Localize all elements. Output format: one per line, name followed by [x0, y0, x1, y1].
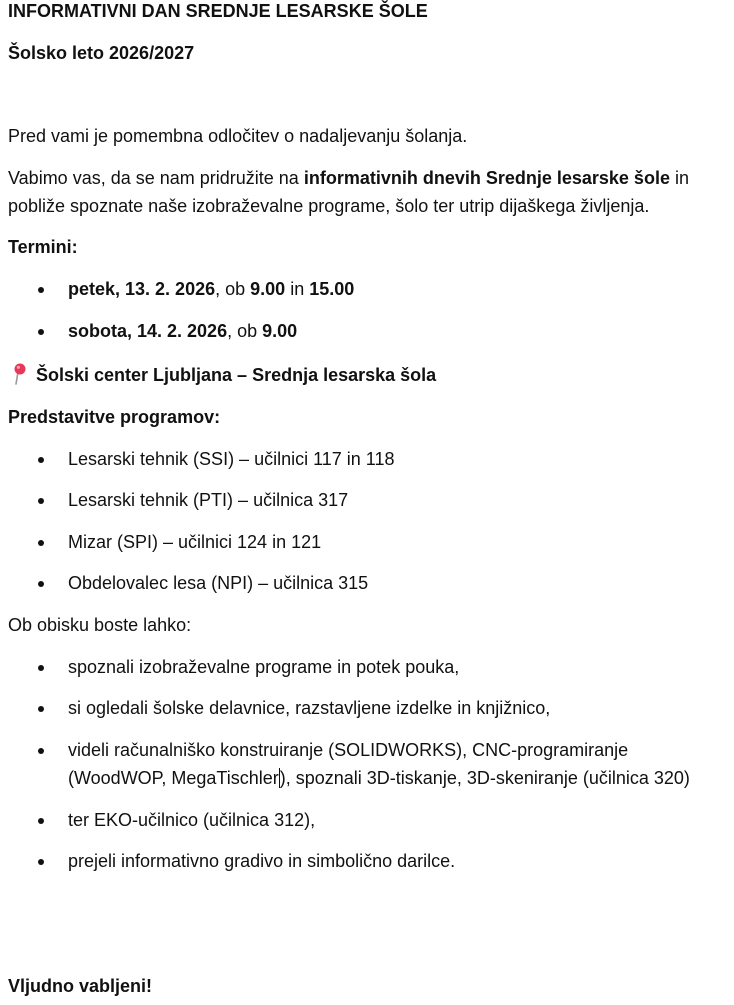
term-separator: , ob [227, 321, 263, 341]
intro-paragraph: Pred vami je pomembna odločitev o nadaljevanju šolanja. [8, 126, 468, 146]
invite-text-end: in pobliže spoznate naše izobraževalne programe, šolo ter utrip dijaškega življenja. [8, 168, 689, 216]
location-text: Šolski center Ljubljana – Srednja lesarska šola [36, 365, 437, 385]
term-day: sobota, 14. 2. 2026 [68, 321, 228, 341]
list-item [68, 275, 730, 303]
list-item: Lesarski tehnik (PTI) – učilnica 317 [68, 486, 730, 514]
list-item [68, 736, 730, 792]
term-conjunction: in [285, 279, 310, 299]
programs-heading: Predstavitve programov: [8, 407, 221, 427]
list-item: si ogledali šolske delavnice, razstavljene izdelke in knjižnico, [68, 694, 730, 722]
list-item: spoznali izobraževalne programe in potek pouka, [68, 653, 730, 681]
visit-heading: Ob obisku boste lahko: [8, 615, 192, 635]
list-item: Lesarski tehnik (SSI) – učilnici 117 in 118 [68, 445, 730, 473]
list-item: Obdelovalec lesa (NPI) – učilnica 315 [68, 569, 730, 597]
list-item: prejeli informativno gradivo in simbolično darilce. [68, 847, 730, 875]
pin-icon [11, 363, 29, 385]
list-item-text: videli računalniško konstruiranje (SOLIDWORKS), CNC-programiranje (WoodWOP, MegaTischler [68, 740, 629, 788]
list-item: ter EKO-učilnico (učilnica 312), [68, 806, 730, 834]
term-time: 15.00 [309, 279, 355, 299]
location-line [8, 361, 436, 389]
list-item [68, 317, 730, 345]
list-item-text: ), spoznali 3D-tiskanje, 3D-skeniranje (učilnica 320) [279, 768, 690, 788]
term-separator: , ob [215, 279, 251, 299]
term-day: petek, 13. 2. 2026 [68, 279, 216, 299]
invite-bold-text: informativnih dnevih Srednje lesarske šole [303, 168, 670, 188]
term-time: 9.00 [262, 321, 298, 341]
invite-text-start: Vabimo vas, da se nam pridružite na [8, 168, 304, 188]
closing-line: Vljudno vabljeni! [8, 976, 153, 996]
invite-paragraph [8, 164, 730, 220]
list-item: Mizar (SPI) – učilnici 124 in 121 [68, 528, 730, 556]
term-time: 9.00 [250, 279, 286, 299]
school-year: Šolsko leto 2026/2027 [8, 43, 195, 63]
page-title: INFORMATIVNI DAN SREDNJE LESARSKE ŠOLE [8, 1, 428, 21]
terms-heading: Termini: [8, 237, 78, 257]
